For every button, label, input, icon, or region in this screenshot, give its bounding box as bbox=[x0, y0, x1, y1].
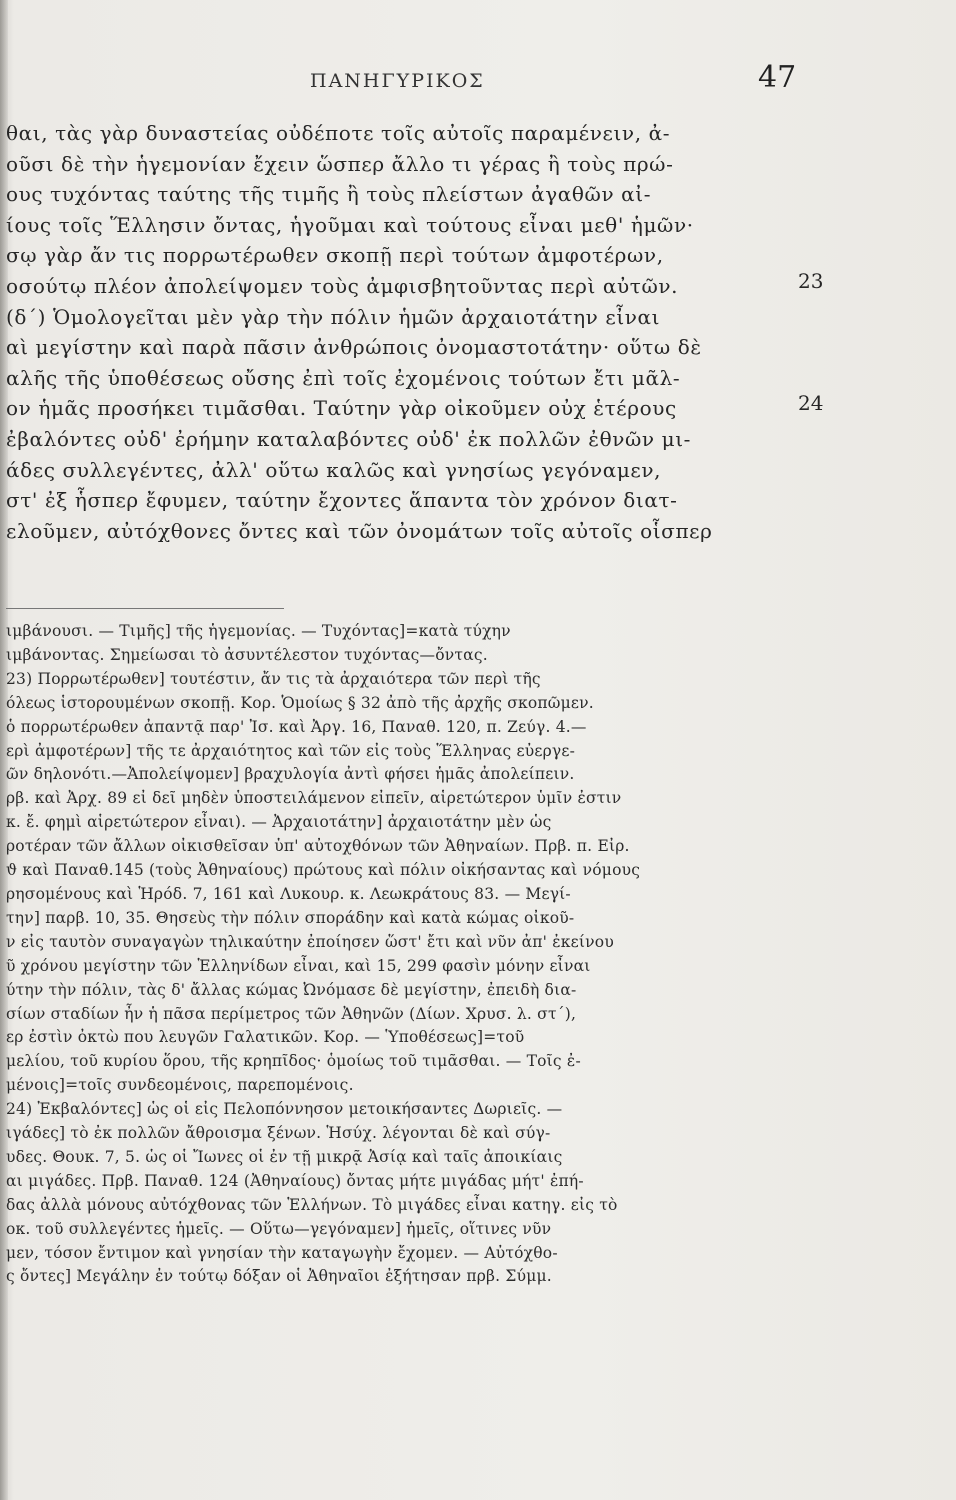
note-line: ρησομένους καὶ Ἡρόδ. 7, 161 καὶ Λυκουρ. κ. Λεωκράτους 83. — Μεγί- bbox=[6, 884, 571, 903]
text-line: ον ἡμᾶς προσήκει τιμᾶσθαι. Ταύτην γὰρ οἰκοῦμεν οὐχ ἑτέρους bbox=[6, 396, 677, 421]
note-line: μεν, τόσον ἔντιμον καὶ γνησίαν τὴν καταγωγὴν ἔχομεν. — Αὐτόχθο- bbox=[6, 1243, 558, 1262]
note-line: μελίου, τοῦ κυρίου ὅρου, τῆς κρηπῖδος· ὁμοίως τοῦ τιμᾶσθαι. — Τοῖς ἐ- bbox=[6, 1052, 581, 1071]
note-line: αι μιγάδες. Πρβ. Παναθ. 124 (Ἀθηναίους) ὄντας μήτε μιγάδας μήτ' ἐπή- bbox=[6, 1171, 584, 1190]
note-line: δας ἀλλὰ μόνους αὐτόχθονας τῶν Ἑλλήνων. Τὸ μιγάδες εἶναι κατηγ. εἰς τὸ bbox=[6, 1195, 618, 1214]
note-line: ύτην τὴν πόλιν, τὰς δ' ἄλλας κώμας Ὠνόμασε δὲ μεγίστην, ἐπειδὴ δια- bbox=[6, 980, 577, 999]
main-text bbox=[6, 118, 806, 546]
section-number-24: 24 bbox=[798, 391, 824, 415]
note-line: ιμβάνοντας. Σημείωσαι τὸ ἀσυντέλεστον τυχόντας—ὄντας. bbox=[6, 645, 488, 664]
note-line: 24) Ἐκβαλόντες] ὡς οἱ εἰς Πελοπόννησον μετοικήσαντες Δωριεῖς. — bbox=[6, 1100, 563, 1119]
note-line: σίων σταδίων ἦν ἡ πᾶσα περίμετρος τῶν Ἀθηνῶν (Δίων. Χρυσ. λ. στ΄), bbox=[6, 1004, 577, 1023]
text-line: αὶ μεγίστην καὶ παρὰ πᾶσιν ἀνθρώποις ὀνομαστοτάτην· οὕτω δὲ bbox=[6, 335, 702, 360]
text-line: ίους τοῖς Ἕλλησιν ὄντας, ἡγοῦμαι καὶ τούτους εἶναι μεθ' ἡμῶν· bbox=[6, 212, 694, 237]
text-line: στ' ἐξ ἧσπερ ἔφυμεν, ταύτην ἔχοντες ἅπαντα τὸν χρόνον διατ- bbox=[6, 488, 678, 513]
footnote-rule bbox=[6, 608, 284, 609]
note-line: ροτέραν τῶν ἄλλων οἰκισθεῖσαν ὑπ' αὐτοχθόνων τῶν Ἀθηναίων. Πρβ. π. Εἰρ. bbox=[6, 837, 630, 856]
note-line: όλεως ἱστορουμένων σκοπῇ. Κορ. Ὁμοίως § 32 ἀπὸ τῆς ἀρχῆς σκοπῶμεν. bbox=[6, 693, 594, 712]
text-line: σῳ γὰρ ἄν τις πορρωτέρωθεν σκοπῇ περὶ τούτων ἀμφοτέρων, bbox=[6, 243, 664, 268]
note-line: ερὶ ἀμφοτέρων] τῆς τε ἀρχαιότητος καὶ τῶν εἰς τοὺς Ἕλληνας εὐεργε- bbox=[6, 741, 576, 760]
note-line: οκ. τοῦ συλλεγέντες ἡμεῖς. — Οὕτω—γεγόναμεν] ἡμεῖς, οἵτινες νῦν bbox=[6, 1219, 552, 1238]
note-line: ς ὄντες] Μεγάλην ἐν τούτῳ δόξαν οἱ Ἀθηναῖοι ἐξήτησαν πρβ. Σύμμ. bbox=[6, 1267, 552, 1286]
running-title: ΠΑΝΗΓΥΡΙΚΟΣ bbox=[310, 70, 485, 92]
text-line: ους τυχόντας ταύτης τῆς τιμῆς ἢ τοὺς πλείστων ἀγαθῶν αἰ- bbox=[6, 182, 652, 207]
note-line: υδες. Θουκ. 7, 5. ὡς οἱ Ἴωνες οἱ ἐν τῇ μικρᾷ Ἀσίᾳ καὶ ταῖς ἀποικίαις bbox=[6, 1147, 563, 1166]
note-line: ιμβάνουσι. — Τιμῆς] τῆς ἡγεμονίας. — Τυχόντας]=κατὰ τύχην bbox=[6, 622, 511, 640]
note-line: κ. ἔ. φημὶ αἱρετώτερον εἶναι). — Ἀρχαιοτάτην] ἀρχαιοτάτην μὲν ὡς bbox=[6, 813, 552, 832]
note-line: ὁ πορρωτέρωθεν ἀπαντᾷ παρ' Ἰσ. καὶ Ἀργ. 16, Παναθ. 120, π. Ζεύγ. 4.— bbox=[6, 717, 587, 736]
text-line: αλῆς τῆς ὑποθέσεως οὔσης ἐπὶ τοῖς ἐχομένοις τούτων ἔτι μᾶλ- bbox=[6, 365, 681, 390]
text-line: θαι, τὰς γὰρ δυναστείας οὐδέποτε τοῖς αὐτοῖς παραμένειν, ἀ- bbox=[6, 121, 671, 145]
commentary-notes bbox=[6, 620, 806, 1289]
text-line: (δ΄) Ὁμολογεῖται μὲν γὰρ τὴν πόλιν ἡμῶν ἀρχαιοτάτην εἶναι bbox=[6, 304, 661, 329]
note-line: μένοις]=τοῖς συνδεομένοις, παρεπομένοις. bbox=[6, 1076, 354, 1095]
note-line: ν εἰς ταυτὸν συναγαγὼν τηλικαύτην ἐποίησεν ὥστ' ἔτι καὶ νῦν ἀπ' ἐκείνου bbox=[6, 932, 614, 951]
section-number-23: 23 bbox=[798, 269, 824, 293]
text-line: ελοῦμεν, αὐτόχθονες ὄντες καὶ τῶν ὀνομάτων τοῖς αὐτοῖς οἷσπερ bbox=[6, 518, 713, 543]
text-line: οσούτῳ πλέον ἀπολείψομεν τοὺς ἀμφισβητοῦντας περὶ αὐτῶν. bbox=[6, 273, 679, 298]
note-line: την] παρβ. 10, 35. Θησεὺς τὴν πόλιν σποράδην καὶ κατὰ κώμας οἰκοῦ- bbox=[6, 908, 575, 927]
text-line: ἐβαλόντες οὐδ' ἐρήμην καταλαβόντες οὐδ' ἐκ πολλῶν ἐθνῶν μι- bbox=[6, 426, 692, 451]
note-line: 23) Πορρωτέρωθεν] τουτέστιν, ἄν τις τὰ ἀρχαιότερα τῶν περὶ τῆς bbox=[6, 669, 541, 688]
note-line: ῦ χρόνου μεγίστην τῶν Ἑλληνίδων εἶναι, καὶ 15, 299 φασὶν μόνην εἶναι bbox=[6, 956, 591, 975]
text-line: άδες συλλεγέντες, ἀλλ' οὕτω καλῶς καὶ γνησίως γεγόναμεν, bbox=[6, 457, 662, 482]
text-line: οῦσι δὲ τὴν ἡγεμονίαν ἔχειν ὥσπερ ἄλλο τι γέρας ἢ τοὺς πρώ- bbox=[6, 151, 674, 176]
note-line: ιγάδες] τὸ ἐκ πολλῶν ἄθροισμα ξένων. Ἡσύχ. λέγονται δὲ καὶ σύγ- bbox=[6, 1124, 551, 1143]
running-head bbox=[0, 60, 956, 96]
note-line: ϑ καὶ Παναθ.145 (τοὺς Ἀθηναίους) πρώτους καὶ πόλιν οἰκήσαντας καὶ νόμους bbox=[6, 861, 641, 880]
note-line: ῶν δηλονότι.—Ἀπολείψομεν] βραχυλογία ἀντὶ φήσει ἡμᾶς ἀπολείπειν. bbox=[6, 765, 575, 784]
page-number: 47 bbox=[758, 60, 797, 95]
note-line: ρβ. καὶ Ἀρχ. 89 εἰ δεῖ μηδὲν ὑποστειλάμενον εἰπεῖν, αἱρετώτερον ὑμῖν ἐστιν bbox=[6, 789, 622, 808]
note-line: ερ ἐστὶν ὀκτὼ που λευγῶν Γαλατικῶν. Κορ. — Ὑποθέσεως]=τοῦ bbox=[6, 1028, 525, 1047]
